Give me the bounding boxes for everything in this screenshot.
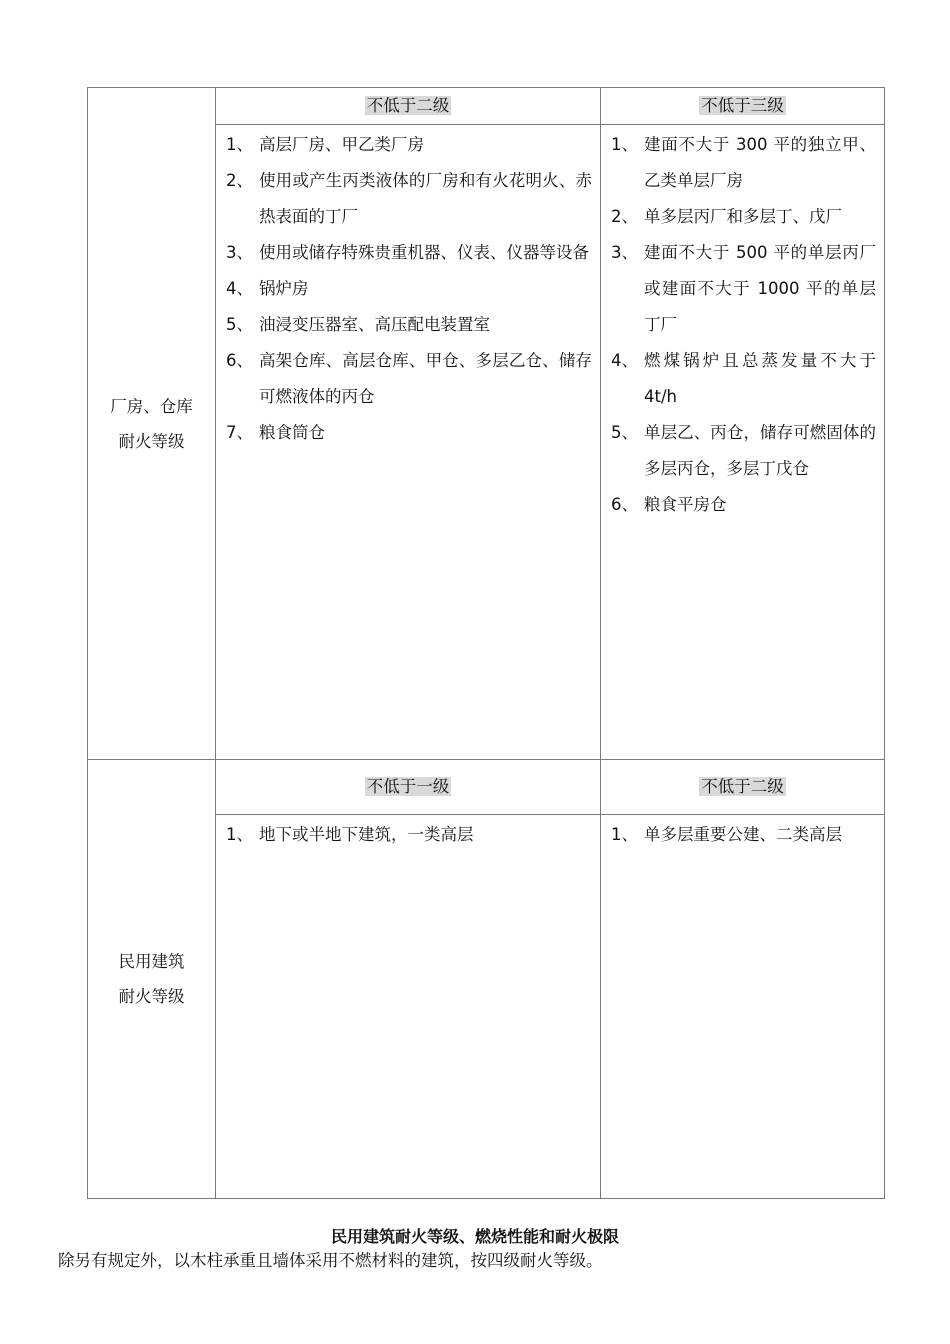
requirement-list [601, 815, 884, 853]
category-label-line1: 民用建筑 [118, 952, 185, 971]
item-text: 建面不大于 300 平的独立甲、乙类单层厂房 [644, 135, 876, 190]
list-item [611, 343, 876, 415]
item-text: 使用或产生丙类液体的厂房和有火花明火、赤热表面的丁厂 [259, 171, 592, 226]
category-cell-civil [88, 760, 216, 1199]
item-text: 地下或半地下建筑，一类高层 [259, 825, 474, 845]
item-number: 4、 [611, 351, 638, 370]
list-item [226, 163, 592, 235]
item-number: 6、 [226, 351, 253, 370]
item-number: 1、 [611, 135, 638, 154]
item-number: 2、 [226, 171, 253, 190]
list-item [226, 235, 592, 271]
category-label-line2: 耐火等级 [118, 431, 185, 451]
item-text: 油浸变压器室、高压配电装置室 [259, 315, 490, 334]
list-item [226, 817, 592, 853]
requirement-list [216, 815, 600, 853]
section1-header-row [88, 88, 885, 125]
item-text: 单层乙、丙仓，储存可燃固体的多层丙仓，多层丁戊仓 [644, 423, 876, 478]
item-text: 粮食筒仓 [259, 423, 325, 442]
header-grade-text: 不低于二级 [366, 96, 450, 115]
table-caption: 民用建筑耐火等级、燃烧性能和耐火极限 [330, 1227, 619, 1246]
item-number: 6、 [611, 495, 638, 514]
column-header [216, 88, 601, 125]
header-grade-text: 不低于二级 [701, 777, 784, 797]
item-text: 高架仓库、高层仓库、甲仓、多层乙仓、储存可燃液体的丙仓 [259, 351, 592, 406]
item-text: 燃煤锅炉且总蒸发量不大于 4t/h [644, 351, 876, 406]
list-item [611, 487, 876, 523]
item-number: 3、 [226, 243, 253, 262]
item-number: 4、 [226, 279, 253, 298]
item-number: 1、 [611, 825, 638, 845]
list-item [611, 817, 876, 853]
item-text: 建面不大于 500 平的单层丙厂或建面不大于 1000 平的单层丁厂 [644, 243, 876, 334]
list-item [611, 235, 876, 343]
content-cell [216, 125, 601, 760]
category-label-line1: 厂房、仓库 [110, 396, 193, 416]
category-label-line2: 耐火等级 [118, 987, 185, 1006]
list-item [226, 127, 592, 163]
item-text: 单多层重要公建、二类高层 [644, 825, 842, 845]
item-number: 5、 [611, 423, 638, 442]
item-number: 3、 [611, 243, 638, 262]
header-grade-text: 不低于一级 [366, 777, 450, 797]
requirement-list [601, 125, 884, 523]
body-note: 除另有规定外，以木柱承重且墙体采用不燃材料的建筑，按四级耐火等级。 [58, 1251, 603, 1270]
item-number: 1、 [226, 825, 253, 845]
content-cell [216, 815, 601, 1199]
column-header [601, 88, 885, 125]
item-number: 2、 [611, 207, 638, 226]
item-text: 粮食平房仓 [644, 495, 727, 514]
column-header [601, 760, 885, 815]
list-item [226, 415, 592, 451]
content-cell [601, 125, 885, 760]
item-text: 锅炉房 [259, 279, 309, 298]
item-text: 使用或储存特殊贵重机器、仪表、仪器等设备 [259, 243, 589, 262]
fire-rating-table [87, 87, 885, 1199]
content-cell [601, 815, 885, 1199]
item-number: 1、 [226, 135, 253, 154]
item-text: 高层厂房、甲乙类厂房 [259, 135, 424, 154]
item-number: 5、 [226, 315, 253, 334]
list-item [611, 415, 876, 487]
list-item [611, 199, 876, 235]
list-item [226, 343, 592, 415]
column-header [216, 760, 601, 815]
section2-header-row [88, 760, 885, 815]
header-grade-text: 不低于三级 [701, 96, 784, 115]
list-item [611, 127, 876, 199]
requirement-list [216, 125, 600, 451]
item-number: 7、 [226, 423, 253, 442]
category-cell-factory [88, 88, 216, 760]
list-item [226, 307, 592, 343]
item-text: 单多层丙厂和多层丁、戊厂 [644, 207, 842, 226]
list-item [226, 271, 592, 307]
